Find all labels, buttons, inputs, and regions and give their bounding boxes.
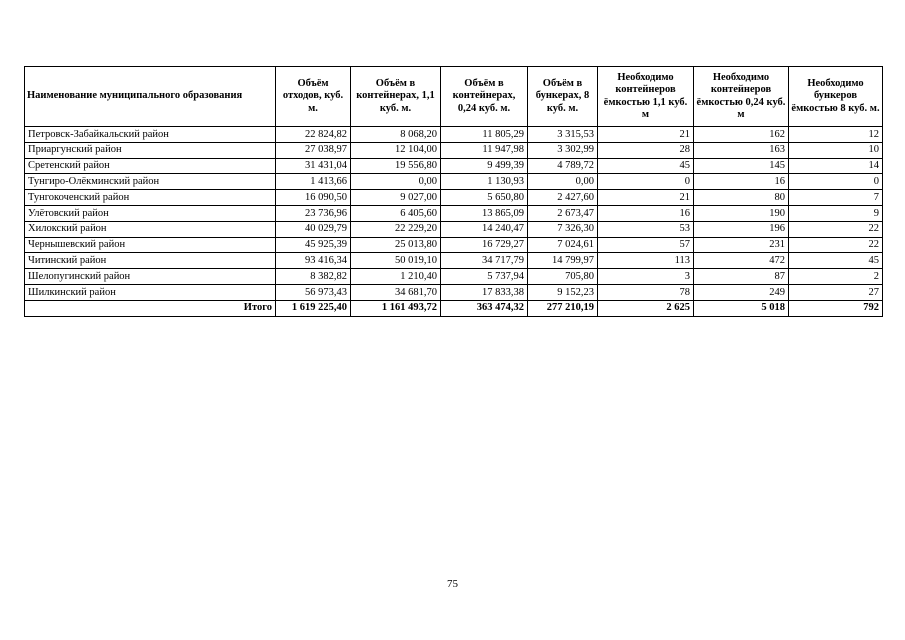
value-cell: 231: [694, 237, 789, 253]
municipality-name-cell: Хилокский район: [25, 221, 276, 237]
value-cell: 113: [598, 253, 694, 269]
value-cell: 34 681,70: [351, 284, 441, 300]
municipality-name-cell: Приаргунский район: [25, 142, 276, 158]
table-row: [25, 142, 883, 158]
value-cell: 3: [598, 269, 694, 285]
value-cell: 40 029,79: [276, 221, 351, 237]
value-cell: 34 717,79: [441, 253, 528, 269]
value-cell: 11 805,29: [441, 127, 528, 143]
municipality-name-cell: Петровск-Забайкальский район: [25, 127, 276, 143]
table-row: [25, 269, 883, 285]
value-cell: 1 130,93: [441, 174, 528, 190]
value-cell: 705,80: [528, 269, 598, 285]
value-cell: 7 024,61: [528, 237, 598, 253]
table-row: [25, 127, 883, 143]
value-cell: 14: [789, 158, 883, 174]
value-cell: 21: [598, 190, 694, 206]
column-header: Объём в контейнерах, 1,1 куб. м.: [351, 67, 441, 127]
column-header: Объём отходов, куб. м.: [276, 67, 351, 127]
value-cell: 472: [694, 253, 789, 269]
value-cell: 17 833,38: [441, 284, 528, 300]
value-cell: 0: [789, 174, 883, 190]
value-cell: 45 925,39: [276, 237, 351, 253]
value-cell: 9 499,39: [441, 158, 528, 174]
value-cell: 80: [694, 190, 789, 206]
value-cell: 4 789,72: [528, 158, 598, 174]
value-cell: 9 152,23: [528, 284, 598, 300]
value-cell: 56 973,43: [276, 284, 351, 300]
value-cell: 78: [598, 284, 694, 300]
value-cell: 3 302,99: [528, 142, 598, 158]
value-cell: 16 090,50: [276, 190, 351, 206]
value-cell: 1 210,40: [351, 269, 441, 285]
value-cell: 2 427,60: [528, 190, 598, 206]
value-cell: 22 824,82: [276, 127, 351, 143]
value-cell: 12: [789, 127, 883, 143]
value-cell: 14 240,47: [441, 221, 528, 237]
value-cell: 9: [789, 205, 883, 221]
value-cell: 0: [598, 174, 694, 190]
table-row: [25, 221, 883, 237]
municipality-name-cell: Читинский район: [25, 253, 276, 269]
value-cell: 162: [694, 127, 789, 143]
value-cell: 87: [694, 269, 789, 285]
column-header: Объём в контейнерах, 0,24 куб. м.: [441, 67, 528, 127]
value-cell: 5 737,94: [441, 269, 528, 285]
table-body: [25, 127, 883, 301]
value-cell: 93 416,34: [276, 253, 351, 269]
value-cell: 31 431,04: [276, 158, 351, 174]
municipality-name-cell: Шилкинский район: [25, 284, 276, 300]
value-cell: 1 413,66: [276, 174, 351, 190]
value-cell: 8 068,20: [351, 127, 441, 143]
value-cell: 2: [789, 269, 883, 285]
value-cell: 28: [598, 142, 694, 158]
total-value-cell: 5 018: [694, 300, 789, 316]
total-value-cell: 2 625: [598, 300, 694, 316]
total-value-cell: 277 210,19: [528, 300, 598, 316]
municipality-name-cell: Тунгиро-Олёкминский район: [25, 174, 276, 190]
value-cell: 8 382,82: [276, 269, 351, 285]
value-cell: 22: [789, 221, 883, 237]
value-cell: 13 865,09: [441, 205, 528, 221]
value-cell: 50 019,10: [351, 253, 441, 269]
value-cell: 6 405,60: [351, 205, 441, 221]
value-cell: 45: [598, 158, 694, 174]
column-header: Необходимо контейнеров ёмкостью 1,1 куб. м: [598, 67, 694, 127]
total-value-cell: 1 619 225,40: [276, 300, 351, 316]
municipality-name-cell: Сретенский район: [25, 158, 276, 174]
value-cell: 145: [694, 158, 789, 174]
value-cell: 25 013,80: [351, 237, 441, 253]
value-cell: 12 104,00: [351, 142, 441, 158]
total-value-cell: 363 474,32: [441, 300, 528, 316]
column-header: Необходимо контейнеров ёмкостью 0,24 куб. м: [694, 67, 789, 127]
column-header: Объём в бункерах, 8 куб. м.: [528, 67, 598, 127]
value-cell: 190: [694, 205, 789, 221]
value-cell: 16 729,27: [441, 237, 528, 253]
table-row: [25, 205, 883, 221]
value-cell: 7 326,30: [528, 221, 598, 237]
table-row: [25, 284, 883, 300]
table-row: [25, 237, 883, 253]
value-cell: 57: [598, 237, 694, 253]
value-cell: 9 027,00: [351, 190, 441, 206]
table-row: [25, 190, 883, 206]
table-row: [25, 174, 883, 190]
waste-table-container: [24, 66, 882, 317]
value-cell: 14 799,97: [528, 253, 598, 269]
value-cell: 249: [694, 284, 789, 300]
value-cell: 10: [789, 142, 883, 158]
value-cell: 5 650,80: [441, 190, 528, 206]
value-cell: 11 947,98: [441, 142, 528, 158]
value-cell: 45: [789, 253, 883, 269]
value-cell: 3 315,53: [528, 127, 598, 143]
value-cell: 23 736,96: [276, 205, 351, 221]
column-header-name: Наименование муниципального образования: [25, 67, 276, 127]
value-cell: 16: [694, 174, 789, 190]
value-cell: 0,00: [528, 174, 598, 190]
value-cell: 0,00: [351, 174, 441, 190]
municipality-name-cell: Улётовский район: [25, 205, 276, 221]
municipality-name-cell: Шелопугинский район: [25, 269, 276, 285]
value-cell: 27 038,97: [276, 142, 351, 158]
value-cell: 2 673,47: [528, 205, 598, 221]
value-cell: 21: [598, 127, 694, 143]
table-row: [25, 158, 883, 174]
value-cell: 163: [694, 142, 789, 158]
value-cell: 16: [598, 205, 694, 221]
total-value-cell: 792: [789, 300, 883, 316]
value-cell: 27: [789, 284, 883, 300]
value-cell: 19 556,80: [351, 158, 441, 174]
total-value-cell: 1 161 493,72: [351, 300, 441, 316]
table-row: [25, 253, 883, 269]
municipality-name-cell: Чернышевский район: [25, 237, 276, 253]
table-header-row: [25, 67, 883, 127]
value-cell: 22: [789, 237, 883, 253]
municipality-name-cell: Тунгокоченский район: [25, 190, 276, 206]
value-cell: 22 229,20: [351, 221, 441, 237]
column-header: Необходимо бункеров ёмкостью 8 куб. м.: [789, 67, 883, 127]
waste-volume-table: [24, 66, 883, 317]
value-cell: 196: [694, 221, 789, 237]
table-total-row: [25, 300, 883, 316]
value-cell: 53: [598, 221, 694, 237]
total-label-cell: Итого: [25, 300, 276, 316]
page-number: 75: [447, 578, 458, 590]
value-cell: 7: [789, 190, 883, 206]
